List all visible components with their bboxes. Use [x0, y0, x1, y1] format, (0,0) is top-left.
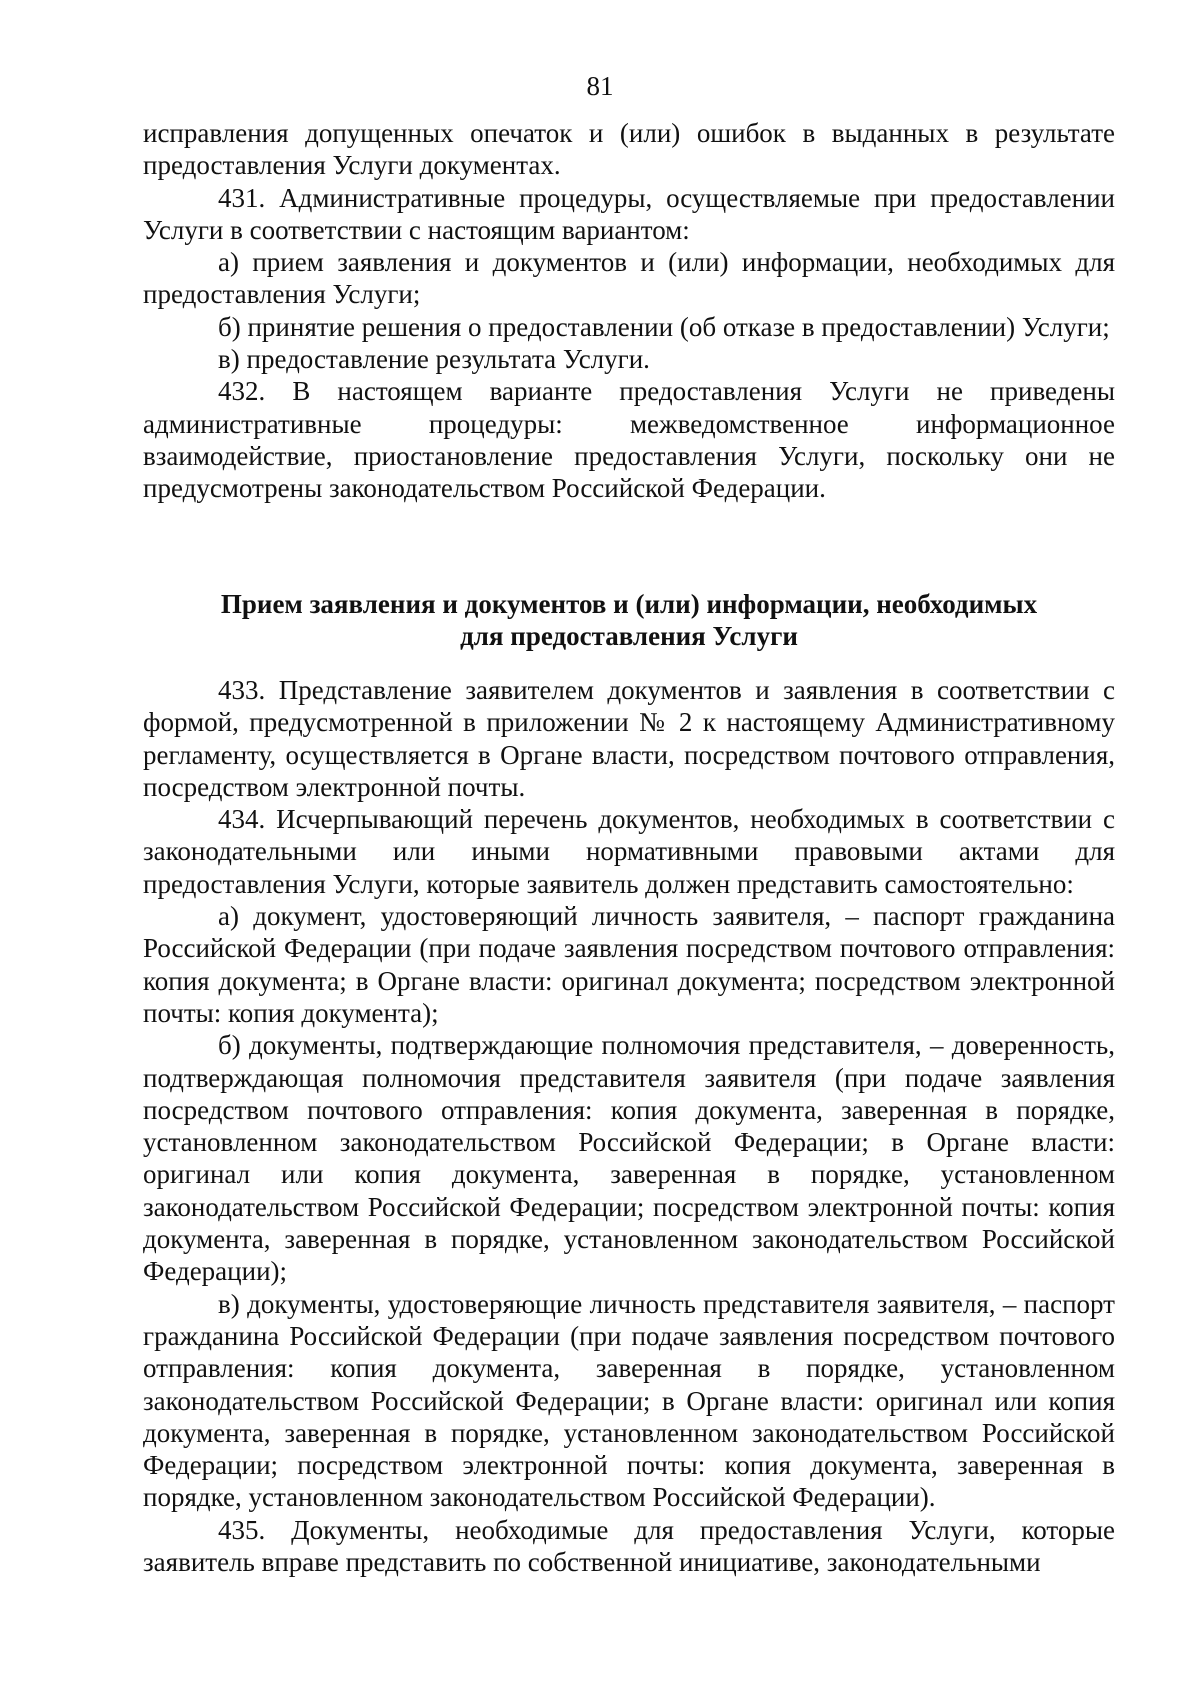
paragraph-continuation: исправления допущенных опечаток и (или) ошибок в выданных в результате предоставления Услуги документах.: [143, 118, 1115, 181]
section-heading: [143, 588, 1115, 652]
paragraph-432: 432. В настоящем варианте предоставления Услуги не приведены административные процедуры: межведомственное информационное взаимодействие, приостановление предоставления Услуги, поскольку они не предусмотрены законодательством Российской Федерации.: [143, 376, 1115, 504]
section-heading-line-1: Прием заявления и документов и (или) информации, необходимых: [220, 589, 1038, 619]
list-item-431-a: а) прием заявления и документов и (или) информации, необходимых для предоставления Услуги;: [143, 247, 1115, 310]
list-item-434-a: а) документ, удостоверяющий личность заявителя, – паспорт гражданина Российской Федерации (при подаче заявления посредством почтового отправления: копия документа; в Органе власти: оригинал документа; посредством электронной почты: копия документа);: [143, 901, 1115, 1028]
paragraph-431: 431. Административные процедуры, осуществляемые при предоставлении Услуги в соответствии с настоящим вариантом:: [143, 182, 1115, 245]
page-number: 81: [586, 71, 614, 101]
list-item-434-v: в) документы, удостоверяющие личность представителя заявителя, – паспорт гражданина Российской Федерации (при подаче заявления посредством почтового отправления: копия документа, заверенная в порядке, установленном законодательством Российской Федерации; в Органе власти: оригинал или копия документа, заверенная в порядке, установленном законодательством Российской Федерации; посредством электронной почты: копия документа, заверенная в порядке, установленном законодательством Российской Федерации).: [143, 1288, 1115, 1513]
top-text-block: [143, 117, 1115, 505]
paragraph-435: 435. Документы, необходимые для предоставления Услуги, которые заявитель вправе представить по собственной инициативе, законодательными: [143, 1514, 1115, 1578]
paragraph-433: 433. Представление заявителем документов и заявления в соответствии с формой, предусмотренной в приложении № 2 к настоящему Административному регламенту, осуществляется в Органе власти, посредством почтового отправления, посредством электронной почты.: [143, 675, 1115, 802]
paragraph-434: 434. Исчерпывающий перечень документов, необходимых в соответствии с законодательными или иными нормативными правовыми актами для предоставления Услуги, которые заявитель должен представить самостоятельно:: [143, 804, 1115, 899]
list-item-434-b: б) документы, подтверждающие полномочия представителя, – доверенность, подтверждающая полномочия представителя заявителя (при подаче заявления посредством почтового отправления: копия документа, заверенная в порядке, установленном законодательством Российской Федерации; в Органе власти: оригинал или копия документа, заверенная в порядке, установленном законодательством Российской Федерации; посредством электронной почты: копия документа, заверенная в порядке, установленном законодательством Российской Федерации);: [143, 1030, 1115, 1287]
section-heading-line-2: для предоставления Услуги: [460, 621, 798, 651]
main-text-block: [143, 674, 1115, 1578]
list-item-431-b: б) принятие решения о предоставлении (об отказе в предоставлении) Услуги;: [218, 311, 1110, 342]
list-item-431-v: в) предоставление результата Услуги.: [218, 344, 650, 375]
